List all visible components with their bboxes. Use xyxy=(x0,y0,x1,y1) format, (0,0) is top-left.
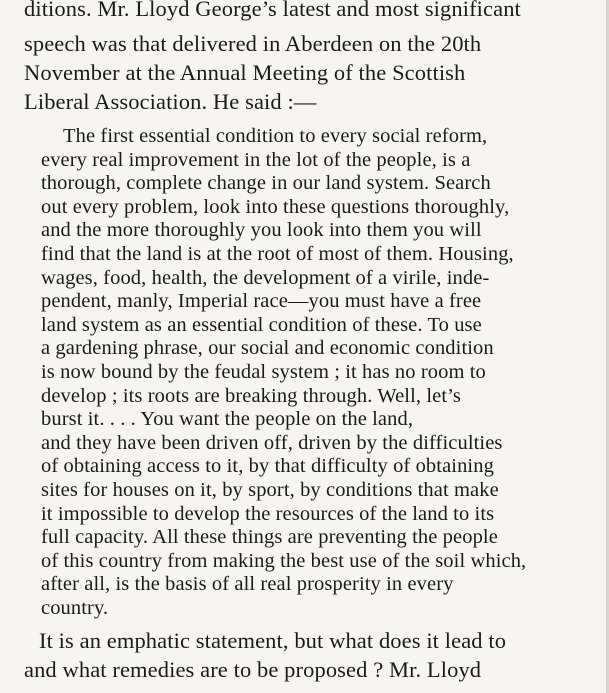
quote-line: of obtaining access to it, by that difficulty of obtaining xyxy=(41,455,494,478)
quote-line: burst it. . . . You want the people on the land, xyxy=(41,408,414,431)
quote-line: is now bound by the feudal system ; it has no room to xyxy=(41,361,486,383)
body-line: Liberal Association. He said :— xyxy=(24,89,317,114)
quote-line: of this country from making the best use of the soil which, xyxy=(41,549,527,572)
quote-line: The first essential condition to every social reform, xyxy=(63,125,488,147)
quote-line: wages, food, health, the development of a virile, inde- xyxy=(41,266,490,289)
body-line: ditions. Mr. Lloyd George’s latest and most significant xyxy=(24,0,521,21)
quote-line: it impossible to develop the resources of the land to its xyxy=(41,502,495,525)
quote-line: land system as an essential condition of these. To use xyxy=(41,313,482,336)
quote-line: and they have been driven off, driven by the difficulties xyxy=(41,431,503,454)
body-line: It is an emphatic statement, but what does it lead to xyxy=(39,627,507,653)
quote-line: sites for houses on it, by sport, by conditions that make xyxy=(41,479,499,501)
quote-line: every real improvement in the lot of the people, is a xyxy=(41,148,471,171)
quote-line: after all, is the basis of all real prosperity in every xyxy=(41,573,454,596)
quote-line: pendent, manly, Imperial race—you must have a free xyxy=(41,290,482,313)
quote-line: country. xyxy=(41,597,109,619)
quote-line: full capacity. All these things are preventing the people xyxy=(41,526,498,549)
quote-line: out every problem, look into these questions thoroughly, xyxy=(41,195,510,218)
quote-line: a gardening phrase, our social and economic condition xyxy=(41,337,494,360)
quote-line: develop ; its roots are breaking through. Well, let’s xyxy=(41,384,462,407)
quote-line: thorough, complete change in our land system. Search xyxy=(41,172,491,195)
body-line: speech was that delivered in Aberdeen on the 20th xyxy=(24,31,482,56)
quote-line: and the more thoroughly you look into them you will xyxy=(41,219,482,242)
body-line: November at the Annual Meeting of the Scottish xyxy=(24,60,466,85)
quote-line: find that the land is at the root of most of them. Housing, xyxy=(41,243,514,265)
body-line: and what remedies are to be proposed ? Mr. Lloyd xyxy=(24,656,482,682)
